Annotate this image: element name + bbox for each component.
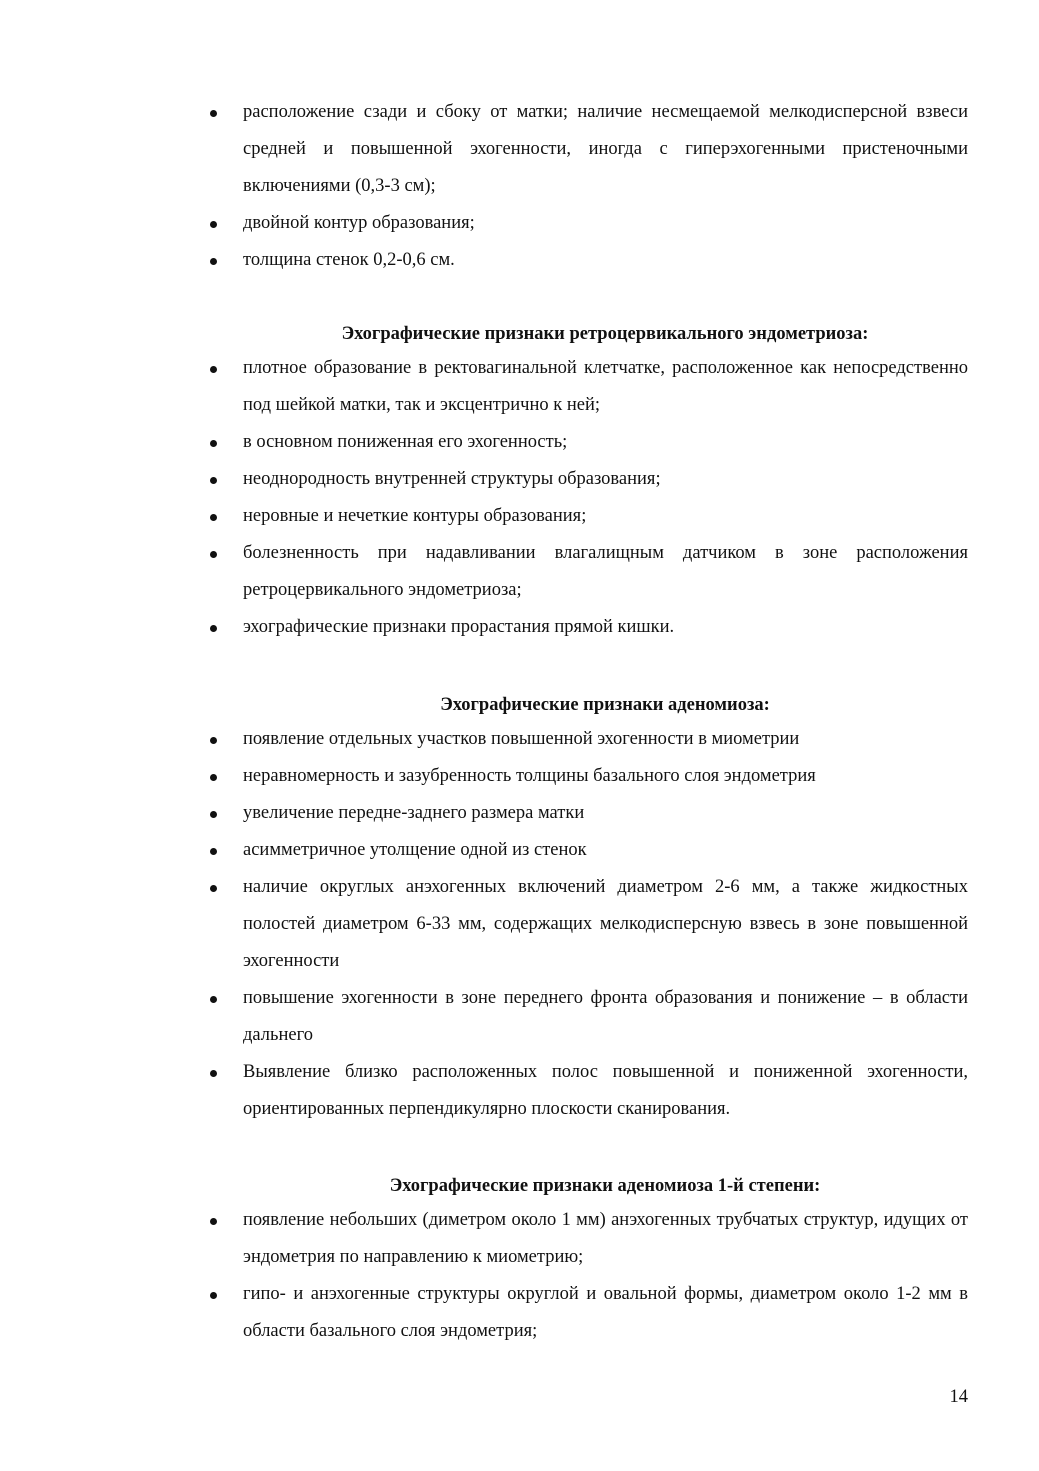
list-item — [208, 1276, 968, 1350]
list-item — [208, 535, 968, 609]
list-item-text: толщина стенок 0,2-0,6 см. — [243, 250, 455, 270]
bullet-icon — [210, 1218, 217, 1225]
bullet-list-adenomyosis-grade1 — [208, 1202, 968, 1350]
page-number: 14 — [949, 1387, 968, 1407]
list-item-text: наличие округлых анэхогенных включений диаметром 2-6 мм, а также жидкостных полостей диаметром 6-33 мм, содержащих мелкодисперсную взвесь в зоне повышенной эхогенности — [243, 877, 968, 971]
list-item-text: двойной контур образования; — [243, 213, 475, 233]
bullet-list-adenomyosis — [208, 721, 968, 1128]
list-item-text: асимметричное утолщение одной из стенок — [243, 840, 587, 860]
list-item — [208, 94, 968, 205]
list-item-text: болезненность при надавливании влагалищным датчиком в зоне расположения ретроцервикального эндометриоза; — [243, 543, 968, 600]
list-item-text: Выявление близко расположенных полос повышенной и пониженной эхогенности, ориентированных перпендикулярно плоскости сканирования. — [243, 1062, 968, 1119]
section-retrocervical — [208, 318, 968, 646]
bullet-icon — [210, 551, 217, 558]
list-item — [208, 1202, 968, 1276]
bullet-icon — [210, 1292, 217, 1299]
bullet-icon — [210, 811, 217, 818]
list-item-text: появление небольших (диметром около 1 мм) анэхогенных трубчатых структур, идущих от эндометрия по направлению к миометрию; — [243, 1210, 968, 1267]
list-item — [208, 461, 968, 498]
bullet-icon — [210, 737, 217, 744]
list-item — [208, 242, 968, 279]
list-item — [208, 205, 968, 242]
bullet-icon — [210, 221, 217, 228]
list-item-text: в основном пониженная его эхогенность; — [243, 432, 568, 452]
list-item-text: появление отдельных участков повышенной эхогенности в миометрии — [243, 729, 800, 749]
bullet-icon — [210, 258, 217, 265]
bullet-icon — [210, 1070, 217, 1077]
section-adenomyosis-grade1 — [208, 1170, 968, 1350]
list-item — [208, 980, 968, 1054]
bullet-icon — [210, 885, 217, 892]
list-item — [208, 721, 968, 758]
section-heading: Эхографические признаки ретроцервикального эндометриоза: — [341, 324, 869, 344]
list-item-text: неоднородность внутренней структуры образования; — [243, 469, 661, 489]
list-item-text: эхографические признаки прорастания прямой кишки. — [243, 617, 675, 637]
bullet-list-intro — [208, 94, 968, 279]
list-item — [208, 869, 968, 980]
bullet-icon — [210, 440, 217, 447]
bullet-icon — [210, 514, 217, 521]
list-item — [208, 350, 968, 424]
section-intro — [208, 94, 968, 279]
bullet-list-retrocervical — [208, 350, 968, 646]
bullet-icon — [210, 110, 217, 117]
list-item-text: плотное образование в ректовагинальной клетчатке, расположенное как непосредственно под шейкой матки, так и эксцентрично к ней; — [243, 358, 968, 415]
list-item — [208, 424, 968, 461]
bullet-icon — [210, 774, 217, 781]
list-item-text: увеличение передне-заднего размера матки — [243, 803, 585, 823]
bullet-icon — [210, 996, 217, 1003]
section-adenomyosis — [208, 689, 968, 1128]
list-item — [208, 758, 968, 795]
section-heading: Эхографические признаки аденомиоза 1-й степени: — [389, 1176, 821, 1196]
list-item — [208, 609, 968, 646]
list-item — [208, 832, 968, 869]
list-item — [208, 795, 968, 832]
section-heading: Эхографические признаки аденомиоза: — [440, 695, 770, 715]
bullet-icon — [210, 625, 217, 632]
bullet-icon — [210, 848, 217, 855]
list-item-text: неровные и нечеткие контуры образования; — [243, 506, 587, 526]
bullet-icon — [210, 366, 217, 373]
list-item-text: гипо- и анэхогенные структуры округлой и овальной формы, диаметром около 1-2 мм в области базального слоя эндометрия; — [243, 1284, 968, 1341]
list-item-text: неравномерность и зазубренность толщины базального слоя эндометрия — [243, 766, 816, 786]
bullet-icon — [210, 477, 217, 484]
list-item-text: повышение эхогенности в зоне переднего фронта образования и понижение – в области дальнего — [243, 988, 968, 1045]
list-item — [208, 1054, 968, 1128]
list-item-text: расположение сзади и сбоку от матки; наличие несмещаемой мелкодисперсной взвеси средней и повышенной эхогенности, иногда с гиперэхогенными пристеночными включениями (0,3-3 см); — [243, 102, 968, 196]
list-item — [208, 498, 968, 535]
